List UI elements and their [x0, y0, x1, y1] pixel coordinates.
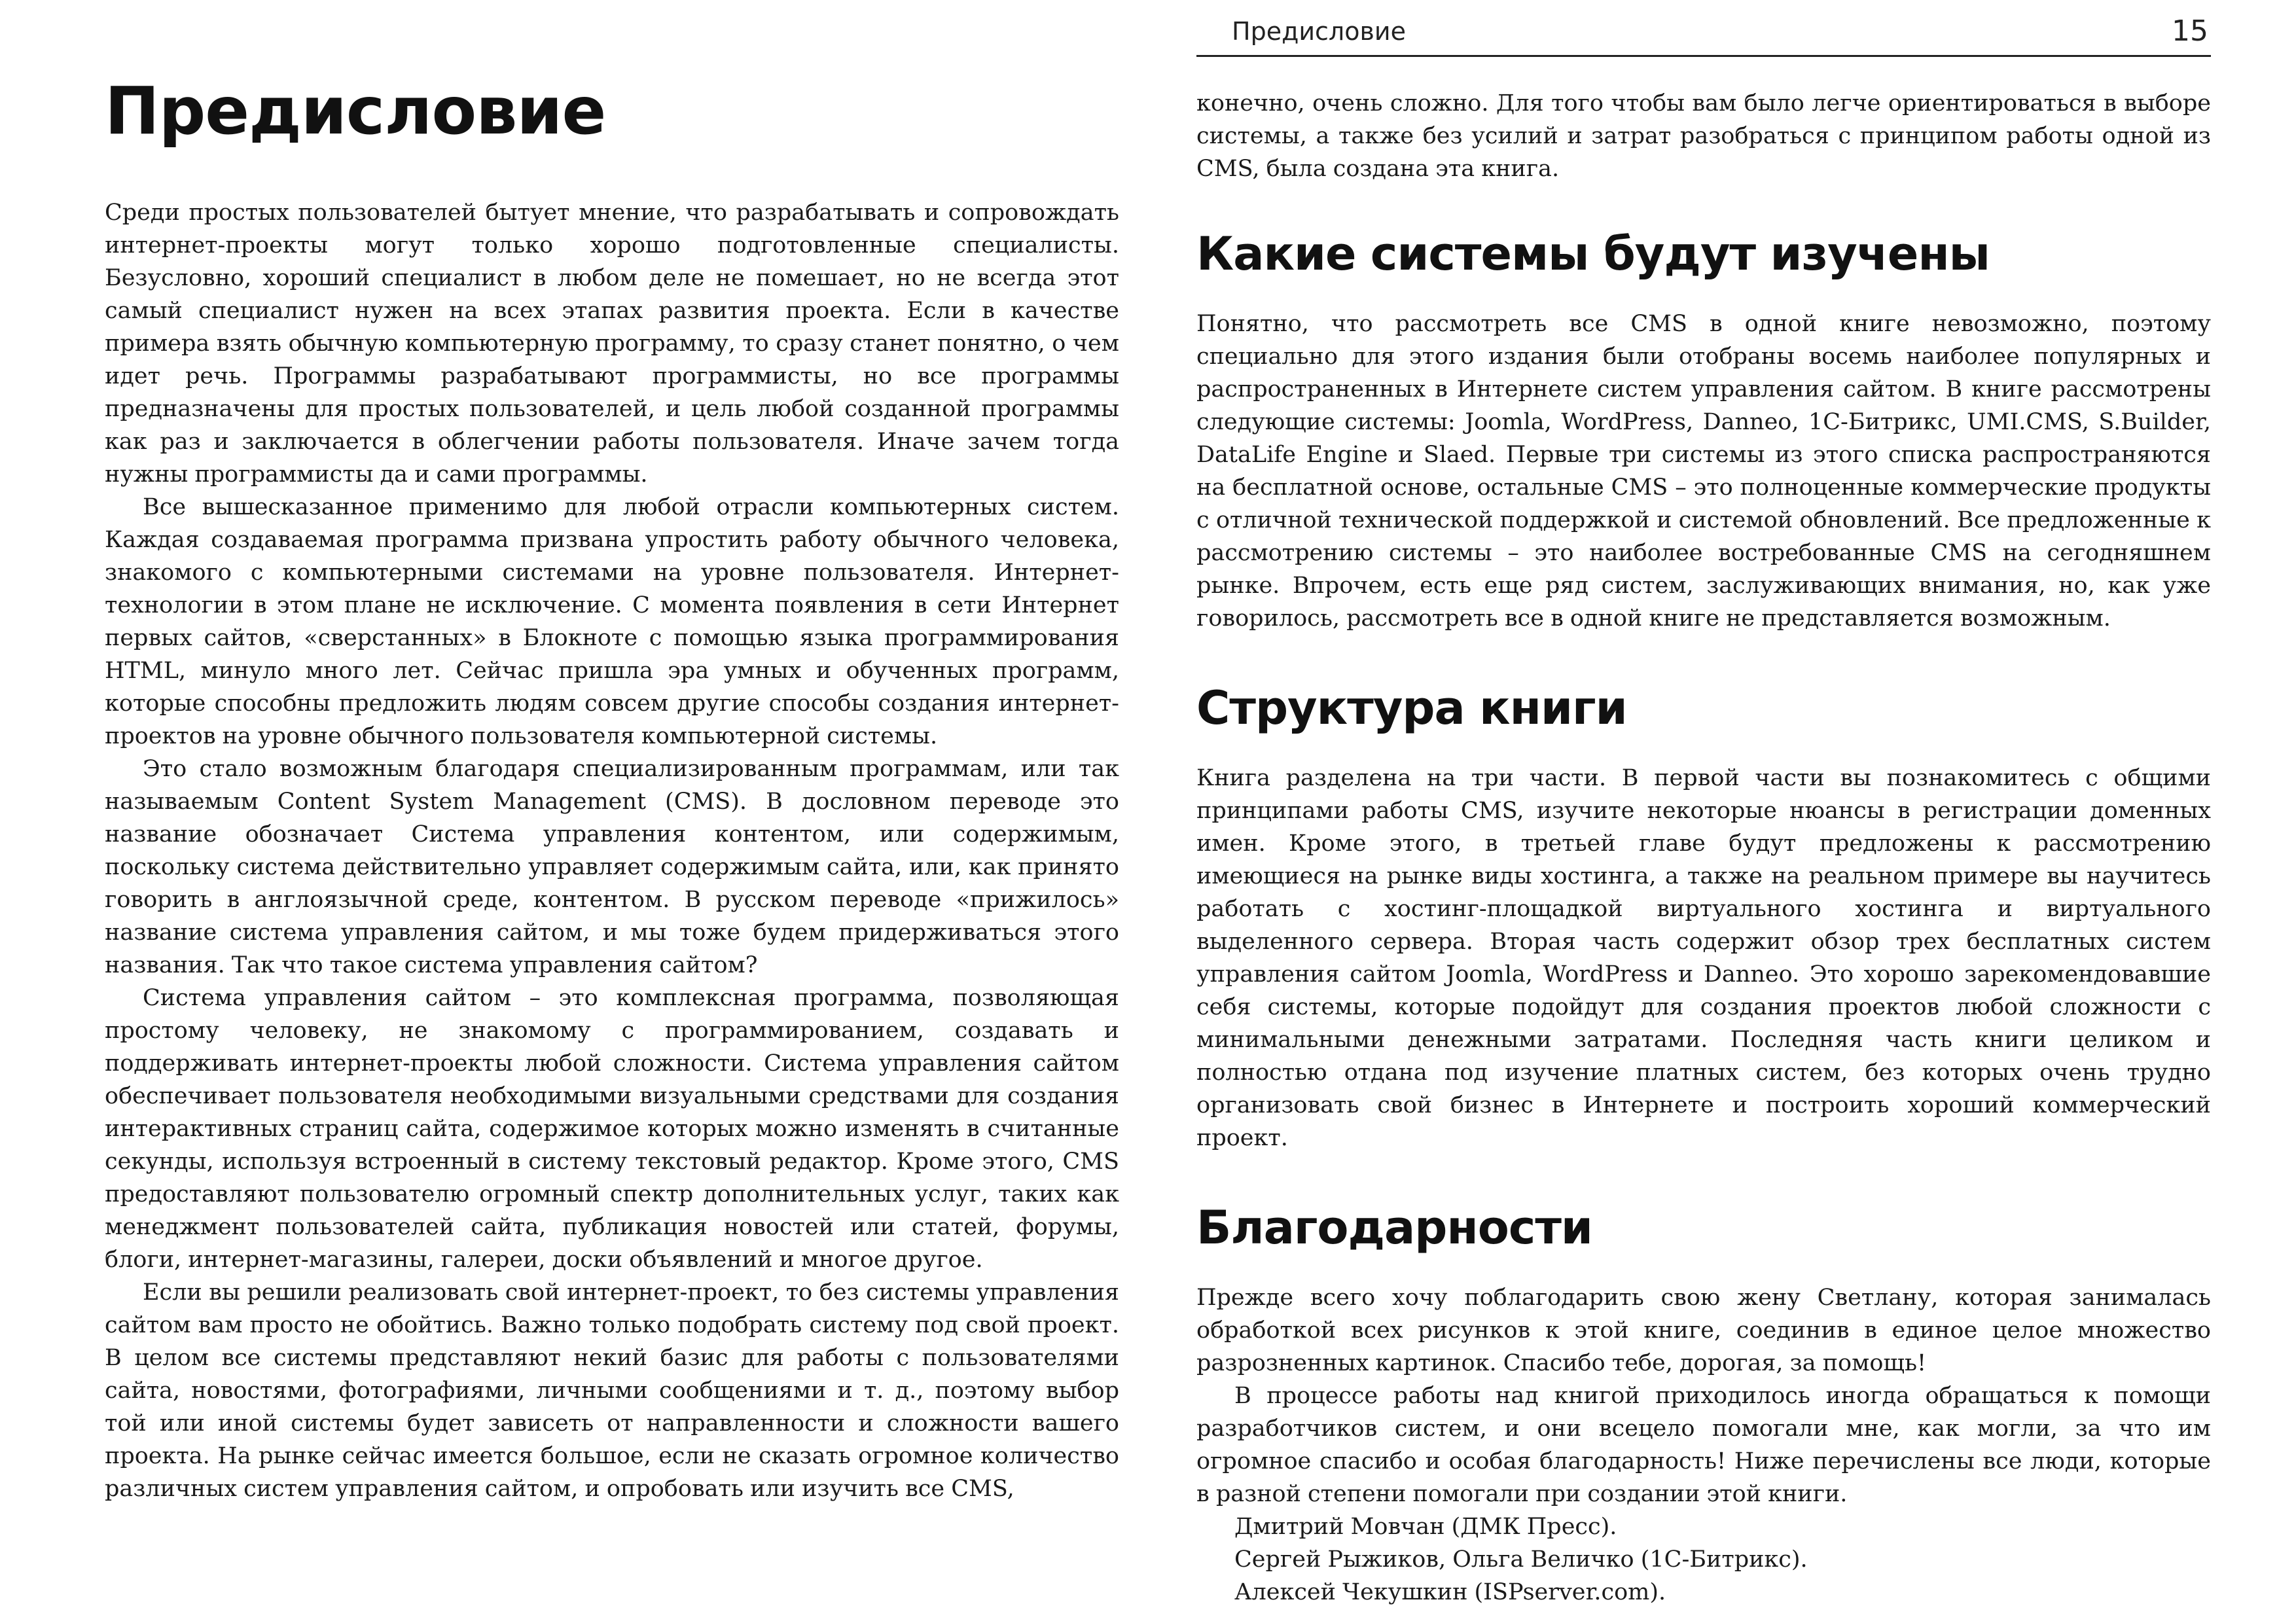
running-header-title: Предисловие — [1232, 17, 1406, 46]
section-heading-acknowledgements: Благодарности — [1196, 1201, 1592, 1255]
left-page — [105, 0, 1119, 1623]
paragraph: конечно, очень сложно. Для того чтобы вам было легче ориентироваться в выборе системы, а также без усилий и затрат разобраться с принципом работы одной из CMS, была создана эта книга. — [1196, 90, 2211, 182]
paragraph: Система управления сайтом – это комплексная программа, позволяющая простому человеку, не знакомому с программированием, создавать и поддерживать интернет-проекты любой сложности. Система управления сайтом обеспечивает пользователя необходимыми визуальными средствами для создания интерактивных страниц сайта, содержимое которых можно изменять в считанные секунды, используя встроенный в систему текстовый редактор. Кроме этого, CMS предоставляют пользователю огромный спектр дополнительных услуг, таких как менеджмент пользователей сайта, публикация новостей или статей, форумы, блоги, интернет-магазины, галереи, доски объявлений и многое другое. — [105, 985, 1119, 1273]
left-body-text — [105, 196, 1119, 1505]
right-page — [1196, 0, 2211, 1623]
paragraph: Среди простых пользователей бытует мнение, что разрабатывать и сопровождать интернет-проекты могут только хорошо подготовленные специалисты. Безусловно, хороший специалист в любом деле не помешает, но не всегда этот самый специалист нужен на всех этапах развития проекта. Если в качестве примера взять обычную компьютерную программу, то сразу станет понятно, о чем идет речь. Программы разрабатывают программисты, но все программы предназначены для простых пользователей, и цель любой созданной программы как раз и заключается в облегчении работы пользователя. Иначе зачем тогда нужны программисты да и сами программы. — [105, 200, 1119, 488]
page-number: 15 — [2172, 14, 2208, 48]
paragraph: В процессе работы над книгой приходилось иногда обращаться к помощи разработчиков систем, и они всецело помогали мне, как могли, за что им огромное спасибо и особая благодарность! Ниже перечислены все люди, которые в разной степени помогали при создании этой книги. — [1196, 1383, 2211, 1507]
paragraph: Это стало возможным благодаря специализированным программам, или так называемым Content System Management (CMS). В дословном переводе это название обозначает Система управления контентом, или содержимым, поскольку система действительно управляет содержимым сайта, или, как принято говорить в англоязычной среде, контентом. В русском переводе «прижилось» название система управления сайтом, и мы тоже будем придерживаться этого названия. Так что такое система управления сайтом? — [105, 756, 1119, 978]
paragraph: Все вышесказанное применимо для любой отрасли компьютерных систем. Каждая создаваемая программа призвана упростить работу обычного человека, знакомого с компьютерными системами на уровне пользователя. Интернет-технологии в этом плане не исключение. С момента появления в сети Интернет первых сайтов, «сверстанных» в Блокноте с помощью языка программирования HTML, минуло много лет. Сейчас пришла эра умных и обученных программ, которые способны предложить людям совсем другие способы создания интернет-проектов на уровне обычного пользователя компьютерной системы. — [105, 494, 1119, 749]
chapter-title: Предисловие — [105, 73, 606, 149]
paragraph: Если вы решили реализовать свой интернет-проект, то без системы управления сайтом вам просто не обойтись. Важно только подобрать систему под свой проект. В целом все системы представляют некий базис для работы с пользователями сайта, новостями, фотографиями, личными сообщениями и т. д., поэтому выбор той или иной системы будет зависеть от направленности и сложности вашего проекта. На рынке сейчас имеется большое, если не сказать огромное количество различных систем управления сайтом, и опробовать или изучить все CMS, — [105, 1279, 1119, 1502]
section-heading-systems: Какие системы будут изучены — [1196, 227, 1990, 281]
paragraph: Прежде всего хочу поблагодарить свою жену Светлану, которая занималась обработкой всех рисунков к этой книге, соединив в единое целое множество разрозненных картинок. Спасибо тебе, дорогая, за помощь! — [1196, 1285, 2211, 1376]
paragraph: Книга разделена на три части. В первой части вы познакомитесь с общими принципами работы CMS, изучите некоторые нюансы в регистрации доменных имен. Кроме этого, в третьей главе будут предложены к рассмотрению имеющиеся на рынке виды хостинга, а также на реальном примере вы научитесь работать с хостинг-площадкой виртуального хостинга и виртуального выделенного сервера. Вторая часть содержит обзор трех бесплатных систем управления сайтом Joomla, WordPress и Danneo. Это хорошо зарекомендовавшие себя системы, которые подойдут для создания проектов любой сложности с минимальными денежными затратами. Последняя часть книги целиком и полностью отдана под изучение платных систем, без которых очень трудно организовать свой бизнес в Интернете и построить хороший коммерческий проект. — [1196, 765, 2211, 1151]
section-heading-structure: Структура книги — [1196, 681, 1627, 735]
credit-line: Сергей Рыжиков, Ольга Величко (1С-Битрикс). — [1234, 1546, 1808, 1573]
credit-line: Дмитрий Мовчан (ДМК Пресс). — [1234, 1514, 1617, 1540]
running-header — [1196, 9, 2211, 57]
right-body-text — [1196, 87, 2211, 1609]
credit-line: Алексей Чекушкин (ISPserver.com). — [1234, 1579, 1666, 1605]
paragraph: Понятно, что рассмотреть все CMS в одной книге невозможно, поэтому специально для этого издания были отобраны восемь наиболее популярных и распространенных в Интернете систем управления сайтом. В книге рассмотрены следующие системы: Joomla, WordPress, Danneo, 1С-Битрикс, UMI.CMS, S.Builder, DataLife Engine и Slaed. Первые три системы из этого списка распространяются на бесплатной основе, остальные CMS – это полноценные коммерческие продукты с отличной технической поддержкой и системой обновлений. Все предложенные к рассмотрению системы – это наиболее востребованные CMS на сегодняшнем рынке. Впрочем, есть еще ряд систем, заслуживающих внимания, но, как уже говорилось, рассмотреть все в одной книге не представляется возможным. — [1196, 311, 2211, 632]
